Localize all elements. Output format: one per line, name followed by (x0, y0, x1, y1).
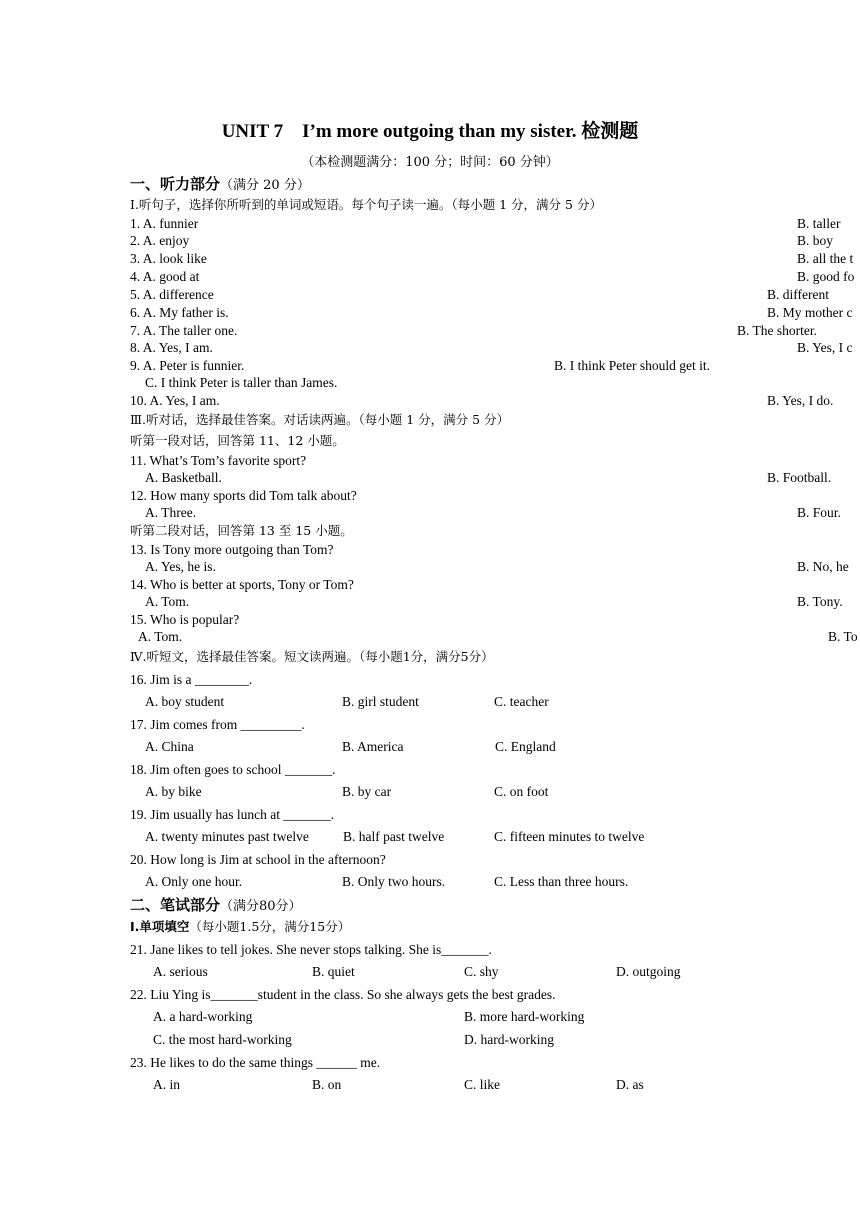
q7-option-a: 7. A. The taller one. (130, 323, 238, 338)
page-title: UNIT 7 I’m more outgoing than my sister. 检测题 (221, 121, 639, 142)
q15-option-b: B. To (828, 629, 858, 644)
part2-score: （满分80分） (220, 899, 302, 914)
q5-option-a: 5. A. difference (130, 287, 214, 302)
q21-option-c: C. shy (464, 964, 499, 979)
q15-question: 15. Who is popular? (130, 612, 240, 627)
q12-question: 12. How many sports did Tom talk about? (130, 488, 357, 503)
q2-option-b: B. boy (797, 233, 834, 248)
q2-option-a: 2. A. enjoy (130, 233, 190, 248)
q11-option-b: B. Football. (767, 470, 832, 485)
q19-option-c: C. fifteen minutes to twelve (494, 829, 645, 844)
q20-option-a: A. Only one hour. (145, 874, 243, 889)
q5-option-b: B. different (767, 287, 829, 302)
q22-option-b: B. more hard-working (464, 1009, 585, 1024)
q16-option-b: B. girl student (342, 694, 419, 709)
q21-option-a: A. serious (153, 964, 208, 979)
q23-option-a: A. in (153, 1077, 180, 1092)
q6-option-a: 6. A. My father is. (130, 305, 229, 320)
q4-option-a: 4. A. good at (130, 269, 200, 284)
q8-option-b: B. Yes, I c (797, 340, 853, 355)
q10-option-b: B. Yes, I do. (767, 393, 834, 408)
q13-question: 13. Is Tony more outgoing than Tom? (130, 542, 334, 557)
q1-option-a: 1. A. funnier (130, 216, 199, 231)
q20-option-b: B. Only two hours. (342, 874, 446, 889)
q17-option-c: C. England (495, 739, 556, 754)
part2-sec1-label: Ⅰ.单项填空 (130, 919, 190, 934)
q18-option-b: B. by car (342, 784, 392, 799)
q7-option-b: B. The shorter. (737, 323, 817, 338)
page-subtitle: （本检测题满分：100 分；时间：60 分钟） (301, 155, 559, 170)
q22-option-c: C. the most hard-working (153, 1032, 292, 1047)
part1-heading-text: 一、听力部分 (130, 175, 221, 193)
part1-heading (130, 173, 310, 194)
q9-option-c: C. I think Peter is taller than James. (145, 375, 338, 390)
q23-option-c: C. like (464, 1077, 500, 1092)
part2-heading (130, 894, 302, 915)
q22-option-d: D. hard-working (464, 1032, 554, 1047)
q18-question: 18. Jim often goes to school _______. (130, 762, 336, 777)
q22-question: 22. Liu Ying is_______student in the class. So she always gets the best grades. (130, 987, 556, 1002)
q21-option-b: B. quiet (312, 964, 355, 979)
part2-sec1-note: （每小题1.5分，满分15分） (189, 919, 351, 934)
sec3-instruction: Ⅲ.听对话，选择最佳答案。对话读两遍。（每小题 1 分，满分 5 分） (130, 412, 510, 427)
q9-option-a: 9. A. Peter is funnier. (130, 358, 245, 373)
q20-option-c: C. Less than three hours. (494, 874, 629, 889)
q16-option-c: C. teacher (494, 694, 549, 709)
q12-option-a: A. Three. (145, 505, 197, 520)
q3-option-a: 3. A. look like (130, 251, 207, 266)
q20-question: 20. How long is Jim at school in the afternoon? (130, 852, 386, 867)
q21-option-d: D. outgoing (616, 964, 681, 979)
q17-option-a: A. China (145, 739, 194, 754)
dialogue2-note: 听第二段对话，回答第 13 至 15 小题。 (130, 523, 353, 538)
q12-option-b: B. Four. (797, 505, 841, 520)
q11-question: 11. What’s Tom’s favorite sport? (130, 453, 307, 468)
q14-option-a: A. Tom. (145, 594, 190, 609)
q3-option-b: B. all the t (797, 251, 854, 266)
part2-sec1-heading (130, 918, 350, 935)
q19-option-a: A. twenty minutes past twelve (145, 829, 309, 844)
q14-question: 14. Who is better at sports, Tony or Tom? (130, 577, 354, 592)
q13-option-b: B. No, he (797, 559, 849, 574)
q16-question: 16. Jim is a ________. (130, 672, 253, 687)
sec1-instruction: Ⅰ.听句子，选择你所听到的单词或短语。每个句子读一遍。（每小题 1 分，满分 5 分） (130, 197, 602, 212)
dialogue1-note: 听第一段对话，回答第 11、12 小题。 (130, 433, 345, 448)
q14-option-b: B. Tony. (797, 594, 843, 609)
q16-option-a: A. boy student (145, 694, 225, 709)
q4-option-b: B. good fo (797, 269, 855, 284)
q17-option-b: B. America (342, 739, 404, 754)
q9-option-b: B. I think Peter should get it. (554, 358, 710, 373)
q19-question: 19. Jim usually has lunch at _______. (130, 807, 334, 822)
q23-question: 23. He likes to do the same things ______ me. (130, 1055, 381, 1070)
q19-option-b: B. half past twelve (343, 829, 445, 844)
q22-option-a: A. a hard-working (153, 1009, 253, 1024)
q13-option-a: A. Yes, he is. (145, 559, 216, 574)
q6-option-b: B. My mother c (767, 305, 853, 320)
q17-question: 17. Jim comes from _________. (130, 717, 305, 732)
q8-option-a: 8. A. Yes, I am. (130, 340, 213, 355)
part1-score: （满分 20 分） (220, 178, 310, 193)
part2-heading-text: 二、笔试部分 (130, 896, 221, 914)
q23-option-b: B. on (312, 1077, 342, 1092)
q15-option-a: A. Tom. (138, 629, 183, 644)
q18-option-a: A. by bike (145, 784, 202, 799)
q18-option-c: C. on foot (494, 784, 549, 799)
q21-question: 21. Jane likes to tell jokes. She never stops talking. She is_______. (130, 942, 492, 957)
q11-option-a: A. Basketball. (145, 470, 222, 485)
q23-option-d: D. as (616, 1077, 644, 1092)
q10-option-a: 10. A. Yes, I am. (130, 393, 220, 408)
sec4-instruction: Ⅳ.听短文，选择最佳答案。短文读两遍。（每小题1分，满分5分） (130, 649, 494, 664)
q1-option-b: B. taller (797, 216, 841, 231)
